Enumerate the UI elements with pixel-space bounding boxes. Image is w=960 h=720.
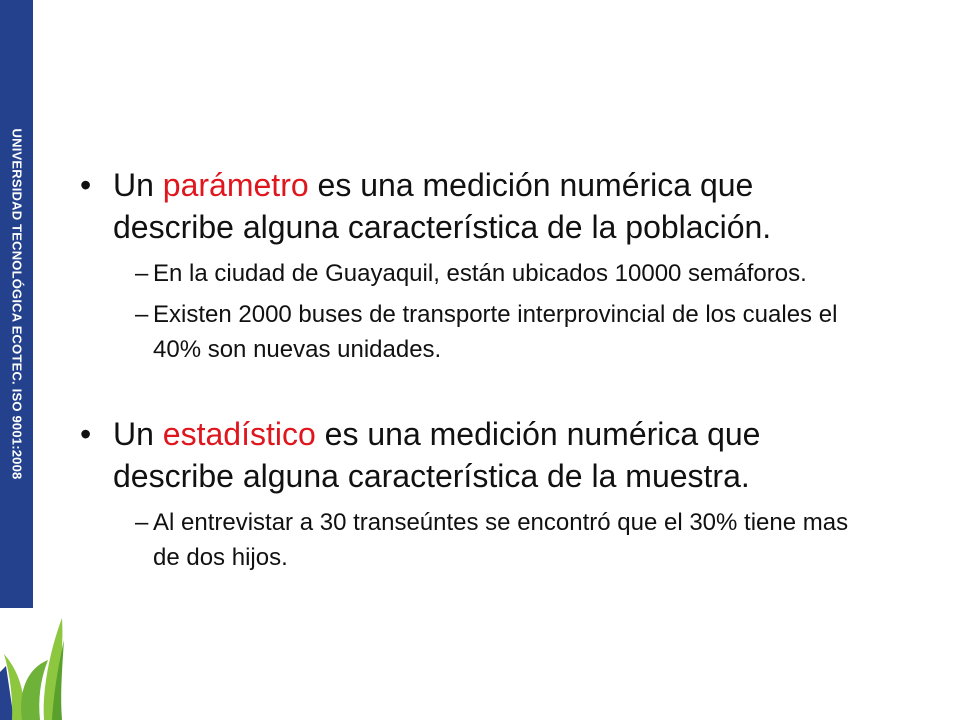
bullet-suffix: es una medición numérica que describe alguna característica de la muestra. <box>113 416 761 494</box>
dash-icon: – <box>135 509 149 536</box>
bullet-prefix: Un <box>113 167 163 203</box>
subitem-text: Existen 2000 buses de transporte interprovincial de los cuales el 40% son nuevas unidades. <box>153 301 838 363</box>
subitem <box>80 505 880 575</box>
subitem <box>80 256 880 291</box>
subitem <box>80 297 880 367</box>
highlight-term: estadístico <box>162 416 316 452</box>
subitem-text: En la ciudad de Guayaquil, están ubicados 10000 semáforos. <box>153 260 807 287</box>
subitem-text: Al entrevistar a 30 transeúntes se encontró que el 30% tiene mas de dos hijos. <box>153 509 849 571</box>
dash-icon: – <box>135 301 149 328</box>
dash-icon: – <box>135 260 149 287</box>
bullet-icon: • <box>80 416 92 452</box>
bullet-prefix: Un <box>113 416 163 452</box>
bullet-estadistico <box>80 413 880 497</box>
bullet-parametro <box>80 164 880 248</box>
slide-content <box>80 164 880 575</box>
university-name: UNIVERSIDAD TECNOLÓGICA ECOTEC. ISO 9001:2008 <box>9 128 25 480</box>
bullet-suffix: es una medición numérica que describe alguna característica de la población. <box>113 167 772 245</box>
spacer <box>80 367 880 413</box>
bullet-icon: • <box>80 167 92 203</box>
ecotec-leaf-logo-icon <box>0 610 70 720</box>
side-banner <box>0 0 33 608</box>
highlight-term: parámetro <box>162 167 309 203</box>
